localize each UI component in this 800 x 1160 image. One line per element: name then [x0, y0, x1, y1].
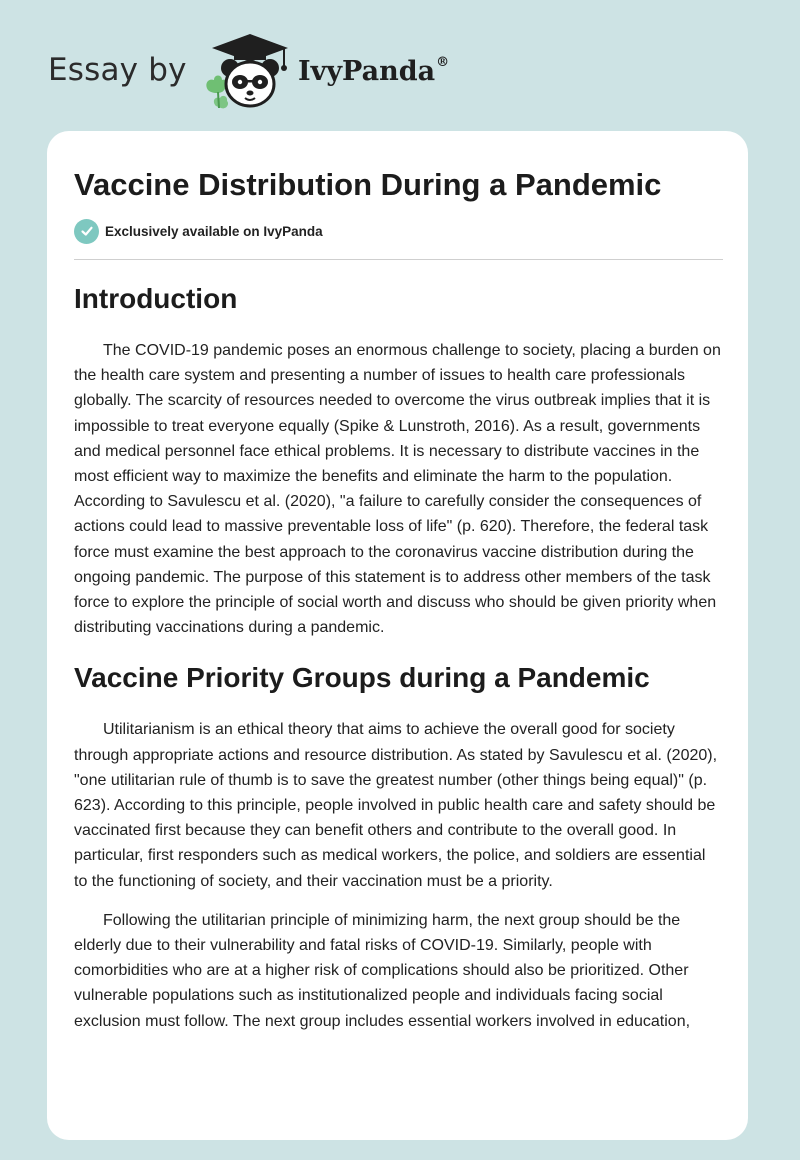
panda-logo-icon[interactable] [202, 32, 298, 112]
paragraph: Utilitarianism is an ethical theory that aims to achieve the overall good for society through appropriate actions and resource distribution. As stated by Savulescu et al. (2020), "one utilitarian rule of thumb is to save the greatest number (other things being equal)" (p. 623). According to this principle, people involved in public health care and safety should be vaccinated first because they can benefit others and contribute to the overall good. In particular, first responders such as medical workers, the police, and soldiers are essential to the functioning of society, and their vaccination must be a priority. [74, 721, 718, 890]
paragraph: The COVID-19 pandemic poses an enormous challenge to society, placing a burden on the health care system and presenting a number of issues to health care professionals globally. The scarcity of resources needed to overcome the virus outbreak implies that it is impossible to treat everyone equally (Spike & Lunstroth, 2016). As a result, governments and medical personnel face ethical problems. It is necessary to distribute vaccines in the most efficient way to maximize the benefits and eliminate the harm to the population. According to Savulescu et al. (2020), "a failure to carefully consider the consequences of actions could lead to massive preventable loss of life" (p. 620). Therefore, the federal task force must examine the best approach to the coronavirus vaccine distribution during the ongoing pandemic. The purpose of this statement is to address other members of the task force to explore the principle of social worth and discuss who should be given priority when distributing vaccinations during a pandemic. [74, 342, 721, 637]
essay-card [47, 131, 748, 1140]
exclusive-badge [74, 218, 723, 244]
divider [74, 259, 723, 260]
brand-name[interactable]: IvyPanda® [298, 55, 450, 87]
site-header [48, 30, 508, 110]
paragraph: Following the utilitarian principle of minimizing harm, the next group should be the elderly due to their vulnerability and fatal risks of COVID-19. Similarly, people with comorbidities who are at a higher risk of complications should also be prioritized. Other vulnerable populations such as institutionalized people and individuals facing social exclusion must follow. The next group includes essential workers involved in education, [74, 911, 691, 1030]
section-heading-vaccine-priority: Vaccine Priority Groups during a Pandemic [74, 662, 650, 694]
section-heading-introduction: Introduction [74, 283, 238, 314]
page-title: Vaccine Distribution During a Pandemic [74, 167, 662, 202]
checkmark-icon [74, 219, 99, 244]
exclusive-label: Exclusively available on IvyPanda [105, 223, 323, 239]
essay-by-label: Essay by [48, 52, 187, 88]
essay-content [74, 131, 723, 1034]
